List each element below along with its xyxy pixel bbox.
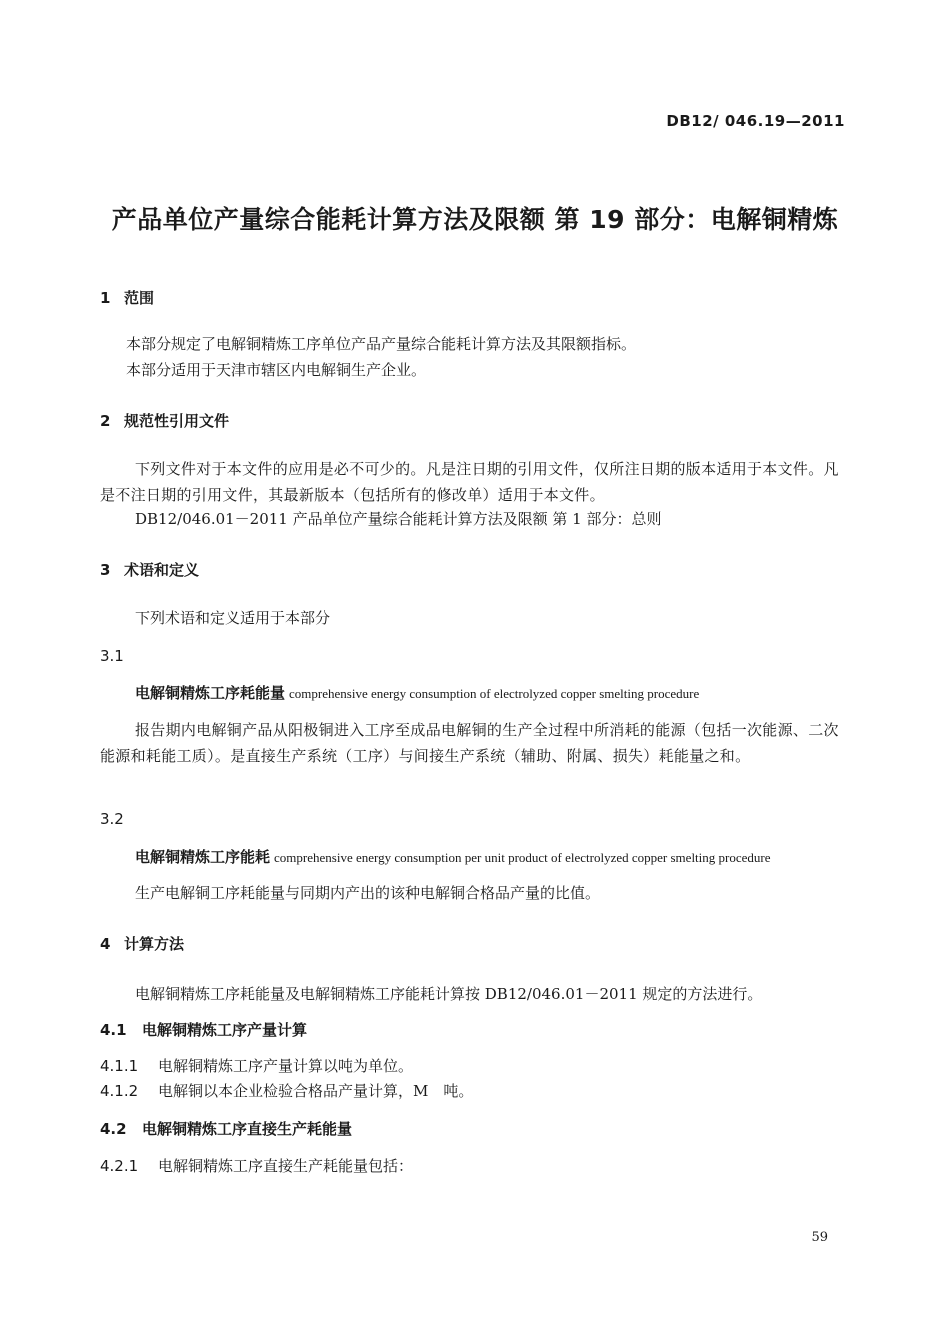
term-entry xyxy=(135,846,771,867)
section-number: 1 xyxy=(100,289,111,307)
section-number: 3 xyxy=(100,561,111,579)
term-english: comprehensive energy consumption of electrolyzed copper smelting procedure xyxy=(289,686,700,701)
clause-number: 4.2.1 xyxy=(100,1157,139,1175)
standard-number: DB12/ 046.19—2011 xyxy=(666,112,845,130)
clause-text: 电解铜以本企业检验合格品产量计算，M 吨。 xyxy=(158,1082,474,1100)
clause-4-1-2 xyxy=(100,1080,473,1101)
term-english: comprehensive energy consumption per unit product of electrolyzed copper smelting procedure xyxy=(274,850,771,865)
term-entry xyxy=(135,682,699,703)
clause-number: 3.2 xyxy=(100,810,124,828)
paragraph: 本部分规定了电解铜精炼工序单位产品产量综合能耗计算方法及其限额指标。 xyxy=(126,335,637,353)
term-chinese: 电解铜精炼工序耗能量 xyxy=(135,684,286,702)
section-2-heading xyxy=(100,410,229,431)
section-4-heading xyxy=(100,933,184,954)
subsection-title: 电解铜精炼工序直接生产耗能量 xyxy=(142,1120,353,1138)
clause-text: 电解铜精炼工序直接生产耗能量包括： xyxy=(158,1157,414,1175)
section-title: 规范性引用文件 xyxy=(124,412,230,430)
clause-number: 3.1 xyxy=(100,647,124,665)
section-3-heading xyxy=(100,559,199,580)
section-1-heading xyxy=(100,287,154,308)
subsection-number: 4.2 xyxy=(100,1120,127,1138)
section-title: 范围 xyxy=(124,289,155,307)
subsection-4-1-heading xyxy=(100,1019,307,1040)
clause-number: 4.1.2 xyxy=(100,1082,139,1100)
paragraph: 本部分适用于天津市辖区内电解铜生产企业。 xyxy=(126,361,427,379)
section-title: 术语和定义 xyxy=(124,561,200,579)
term-definition: 报告期内电解铜产品从阳极铜进入工序至成品电解铜的生产全过程中所消耗的能源（包括一次能源、二次能源和耗能工质）。是直接生产系统（工序）与间接生产系统（辅助、附属、损失）耗能量之和。 xyxy=(100,721,839,765)
page-number: 59 xyxy=(811,1230,828,1245)
paragraph: 下列文件对于本文件的应用是必不可少的。凡是注日期的引用文件，仅所注日期的版本适用于本文件。凡是不注日期的引用文件，其最新版本（包括所有的修改单）适用于本文件。 xyxy=(100,460,839,504)
document-title: 产品单位产量综合能耗计算方法及限额 第 19 部分：电解铜精炼 xyxy=(111,205,839,234)
section-number: 2 xyxy=(100,412,111,430)
subsection-4-2-heading xyxy=(100,1118,352,1139)
term-chinese: 电解铜精炼工序能耗 xyxy=(135,848,271,866)
subsection-title: 电解铜精炼工序产量计算 xyxy=(142,1021,308,1039)
paragraph: 电解铜精炼工序耗能量及电解铜精炼工序能耗计算按 DB12/046.01－2011 规定的方法进行。 xyxy=(135,985,763,1003)
subsection-number: 4.1 xyxy=(100,1021,127,1039)
clause-text: 电解铜精炼工序产量计算以吨为单位。 xyxy=(158,1057,414,1075)
normative-reference: DB12/046.01－2011 产品单位产量综合能耗计算方法及限额 第 1 部分：总则 xyxy=(135,510,662,528)
paragraph: 下列术语和定义适用于本部分 xyxy=(135,609,331,627)
clause-number: 4.1.1 xyxy=(100,1057,139,1075)
term-definition: 生产电解铜工序耗能量与同期内产出的该种电解铜合格品产量的比值。 xyxy=(135,884,601,902)
clause-4-2-1 xyxy=(100,1155,413,1176)
section-number: 4 xyxy=(100,935,111,953)
clause-4-1-1 xyxy=(100,1055,413,1076)
section-title: 计算方法 xyxy=(124,935,185,953)
